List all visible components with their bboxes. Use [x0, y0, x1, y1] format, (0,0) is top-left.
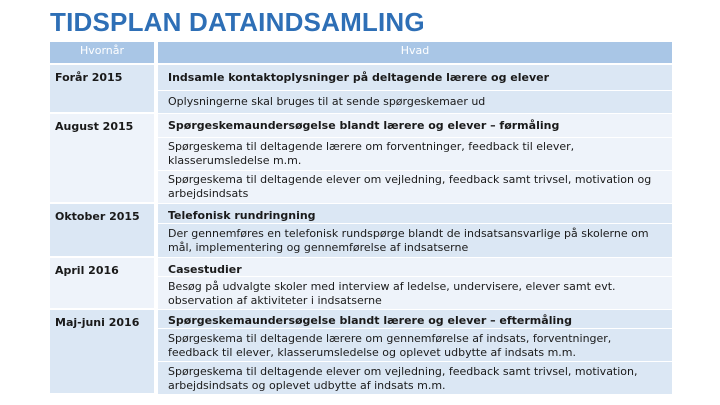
row-detail: Der gennemføres en telefonisk rundspørge blandt de indsatsansvarlige på skolerne om mål, implementering og gennemførelse af indsatserne	[158, 224, 672, 258]
row-detail: Spørgeskema til deltagende elever om vejledning, feedback samt trivsel, motivation, arbejdsindsats og oplevet udbytte af indsats m.m.	[158, 362, 672, 395]
row-detail: Spørgeskema til deltagende lærere om forventninger, feedback til elever, klasserumsledelse m.m.	[158, 138, 672, 171]
page-title: TIDSPLAN DATAINDSAMLING	[50, 7, 425, 37]
row-when: Oktober 2015	[50, 204, 154, 258]
row-when: August 2015	[50, 114, 154, 204]
row-what	[158, 65, 672, 114]
row-what	[158, 310, 672, 395]
row-when: Forår 2015	[50, 65, 154, 114]
row-detail: Spørgeskema til deltagende lærere om gennemførelse af indsats, forventninger, feedback til elever, klasserumsledelse og oplevet udbytte af indsats m.m.	[158, 329, 672, 362]
row-what	[158, 114, 672, 204]
row-what	[158, 204, 672, 258]
table-row	[50, 258, 672, 310]
row-when: Maj-juni 2016	[50, 310, 154, 395]
table-row	[50, 310, 672, 395]
row-heading: Spørgeskemaundersøgelse blandt lærere og elever – førmåling	[158, 114, 672, 138]
row-detail: Spørgeskema til deltagende elever om vejledning, feedback samt trivsel, motivation og arbejdsindsats	[158, 171, 672, 204]
column-header-when: Hvornår	[50, 42, 154, 65]
table-row	[50, 114, 672, 204]
row-heading: Telefonisk rundringning	[158, 204, 672, 224]
schedule-table	[50, 42, 672, 395]
table-row	[50, 204, 672, 258]
row-heading: Indsamle kontaktoplysninger på deltagende lærere og elever	[158, 65, 672, 91]
table-row	[50, 65, 672, 114]
row-heading: Spørgeskemaundersøgelse blandt lærere og elever – eftermåling	[158, 310, 672, 329]
row-what	[158, 258, 672, 310]
table-header	[50, 42, 672, 65]
row-detail: Oplysningerne skal bruges til at sende spørgeskemaer ud	[158, 91, 672, 114]
row-heading: Casestudier	[158, 258, 672, 277]
row-detail: Besøg på udvalgte skoler med interview af ledelse, undervisere, elever samt evt. observation af aktiviteter i indsatserne	[158, 277, 672, 310]
column-header-what: Hvad	[158, 42, 672, 65]
row-when: April 2016	[50, 258, 154, 310]
